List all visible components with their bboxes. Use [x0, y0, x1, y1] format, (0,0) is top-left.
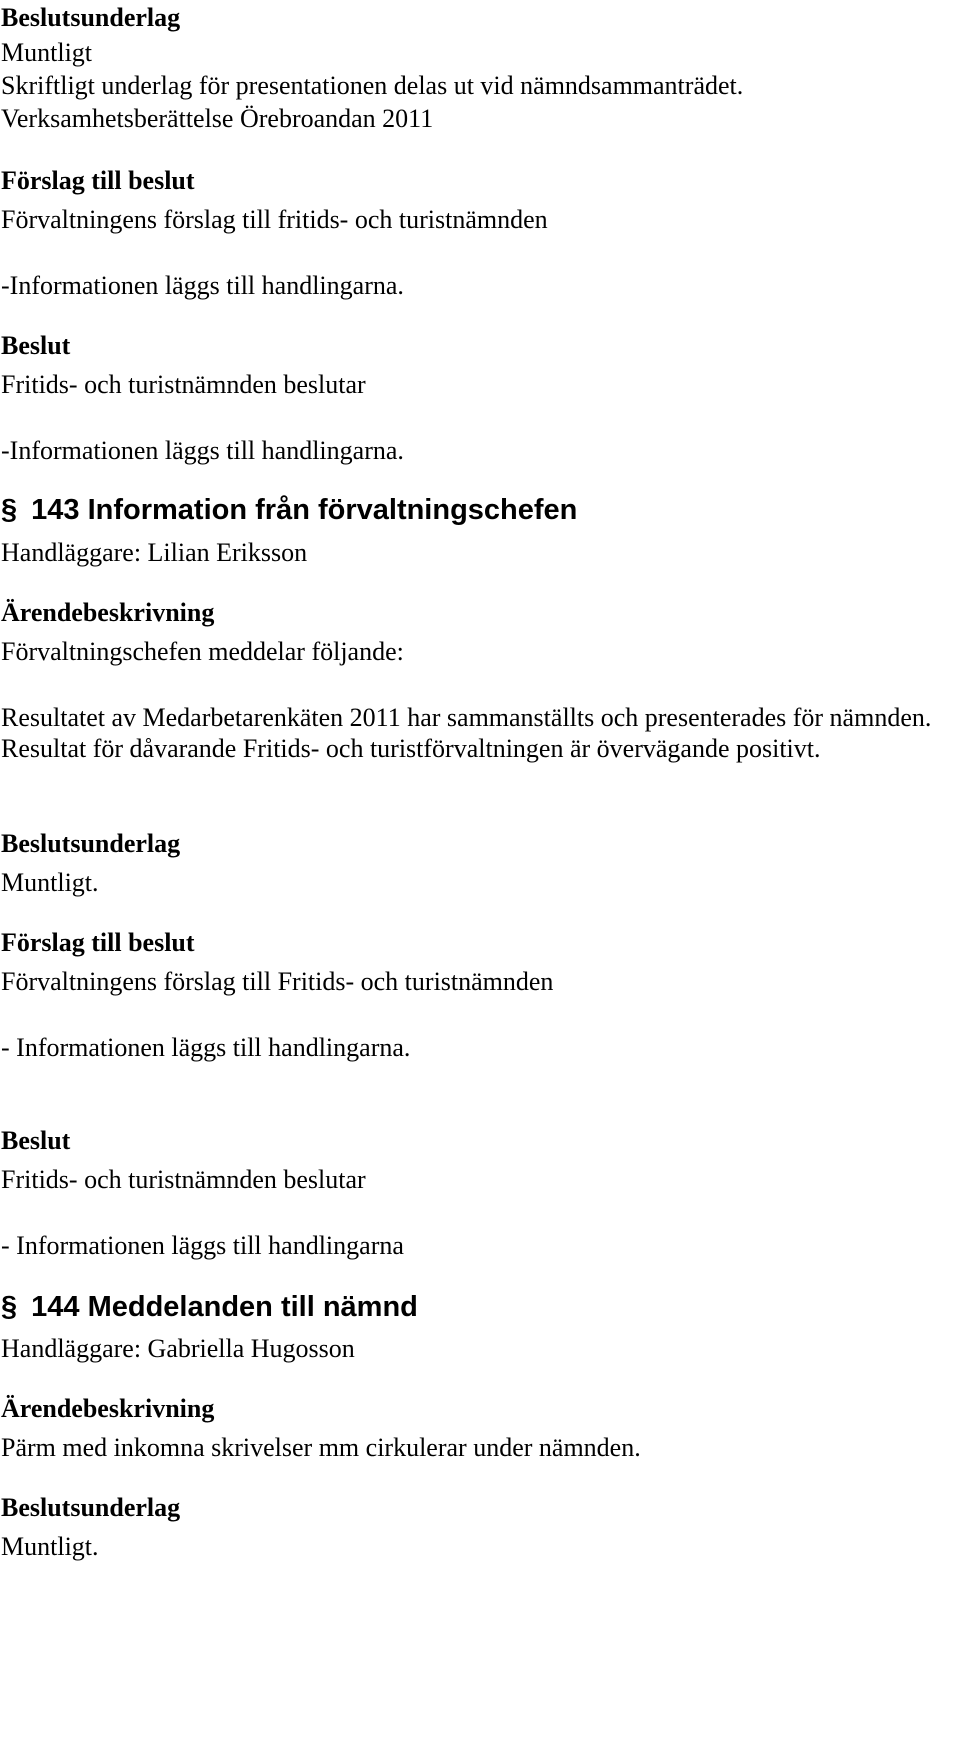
forslag-text: - Informationen läggs till handlingarna. — [1, 1033, 411, 1062]
arende-intro: Förvaltningschefen meddelar följande: — [1, 637, 404, 666]
section-title: 143 Information från förvaltningschefen — [31, 494, 578, 526]
arende-text: Resultatet av Medarbetarenkäten 2011 har sammanställts och presenterades för nämnden. Resultat för dåvarande Fritids- och turistförvaltningen är övervägande positivt. — [1, 703, 932, 763]
beslut-text: - Informationen läggs till handlingarna — [1, 1231, 404, 1260]
arendebeskrivning-heading: Ärendebeskrivning — [1, 598, 215, 627]
beslutsunderlag-heading: Beslutsunderlag — [1, 3, 181, 32]
section-heading-143 — [1, 493, 577, 527]
underlag-text: Muntligt. — [1, 868, 99, 897]
beslut-heading: Beslut — [1, 331, 71, 360]
underlag-line: Verksamhetsberättelse Örebroandan 2011 — [1, 104, 434, 133]
arendebeskrivning-heading: Ärendebeskrivning — [1, 1394, 215, 1423]
arende-text: Pärm med inkomna skrivelser mm cirkulerar under nämnden. — [1, 1433, 641, 1462]
underlag-line: Muntligt — [1, 38, 93, 67]
forslag-text: -Informationen läggs till handlingarna. — [1, 271, 404, 300]
underlag-text: Muntligt. — [1, 1532, 99, 1561]
beslut-heading: Beslut — [1, 1126, 71, 1155]
beslut-text: -Informationen läggs till handlingarna. — [1, 436, 404, 465]
section-heading-144 — [1, 1290, 418, 1324]
handlaggare: Handläggare: Lilian Eriksson — [1, 538, 308, 567]
beslut-intro: Fritids- och turistnämnden beslutar — [1, 370, 366, 399]
beslutsunderlag-heading: Beslutsunderlag — [1, 829, 181, 858]
forslag-heading: Förslag till beslut — [1, 166, 195, 195]
underlag-line: Skriftligt underlag för presentationen delas ut vid nämndsammanträdet. — [1, 71, 744, 100]
beslut-intro: Fritids- och turistnämnden beslutar — [1, 1165, 366, 1194]
section-title: 144 Meddelanden till nämnd — [31, 1291, 418, 1323]
forslag-intro: Förvaltningens förslag till fritids- och turistnämnden — [1, 205, 548, 234]
section-sign: § — [1, 494, 18, 526]
beslutsunderlag-heading: Beslutsunderlag — [1, 1493, 181, 1522]
forslag-heading: Förslag till beslut — [1, 928, 195, 957]
handlaggare: Handläggare: Gabriella Hugosson — [1, 1334, 355, 1363]
section-sign: § — [1, 1291, 18, 1323]
forslag-intro: Förvaltningens förslag till Fritids- och turistnämnden — [1, 967, 554, 996]
